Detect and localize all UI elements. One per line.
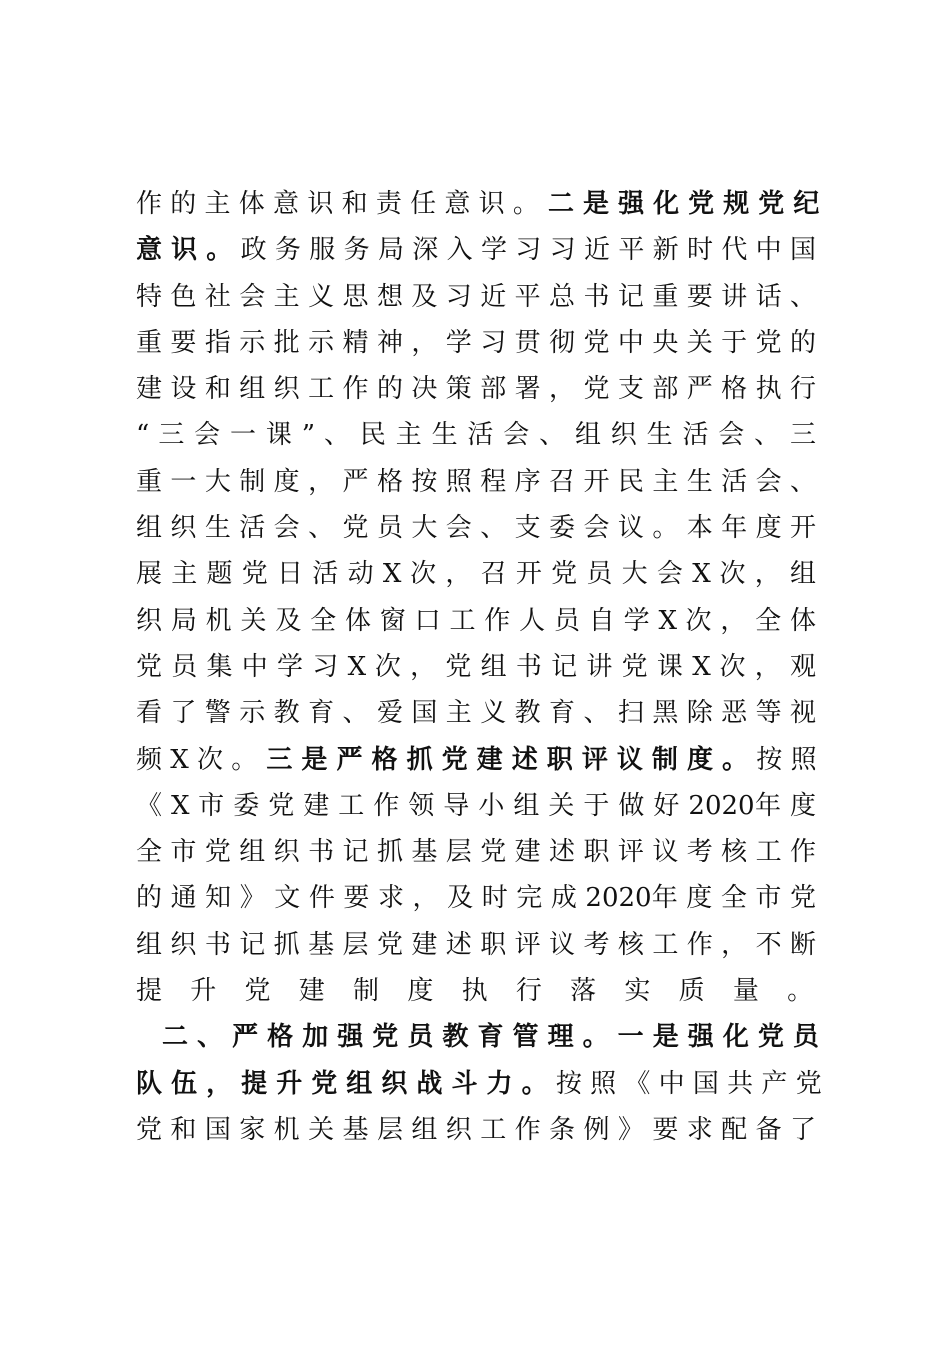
text-line: [136, 274, 816, 320]
text-line: [136, 181, 820, 227]
text-line: [136, 875, 816, 921]
text-run: 看 了 警 示 教 育 、 爱 国 主 义 教 育 、 扫 黑 除 恶 等 视: [136, 698, 816, 729]
text-line: [136, 783, 816, 829]
text-line: [136, 737, 816, 783]
bold-heading-run: 队 伍 ， 提 升 党 组 织 战 斗 力 。: [136, 1068, 548, 1099]
text-line: [136, 1061, 822, 1107]
text-line: [136, 690, 816, 736]
text-run: 按 照 《 中 国 共 产 党: [547, 1068, 822, 1099]
text-line: [136, 227, 816, 273]
text-run: 的 通 知 》 文 件 要 求 ， 及 时 完 成 2020年 度 全 市 党: [136, 883, 816, 914]
text-line: [136, 320, 816, 366]
text-run: 政 务 服 务 局 深 入 学 习 习 近 平 新 时 代 中 国: [232, 235, 817, 266]
text-run: 提 升 党 建 制 度 执 行 落 实 质 量 。: [136, 976, 824, 1007]
section-heading-line: [136, 1014, 819, 1060]
text-run: 组 织 书 记 抓 基 层 党 建 述 职 评 议 考 核 工 作 ， 不 断: [136, 929, 816, 960]
body-text: [136, 181, 824, 1153]
text-line: [136, 644, 816, 690]
bold-heading-run: 二 是 强 化 党 规 党 纪: [538, 189, 820, 219]
text-run: 按 照: [748, 744, 817, 775]
bold-heading-run: 意 识 。: [136, 235, 233, 266]
text-line: [136, 366, 816, 412]
text-run: 党 和 国 家 机 关 基 层 组 织 工 作 条 例 》 要 求 配 备 了: [136, 1114, 816, 1145]
bold-heading-run: 三 是 严 格 抓 党 建 述 职 评 议 制 度 。: [257, 744, 749, 775]
text-line: [136, 922, 816, 968]
text-line: [136, 1107, 816, 1153]
text-run: “ 三 会 一 课 ” 、 民 主 生 活 会 、 组 织 生 活 会 、 三: [136, 420, 816, 451]
text-run: 展 主 题 党 日 活 动 X 次 ， 召 开 党 员 大 会 X 次 ， 组: [136, 559, 816, 590]
text-line: [136, 412, 816, 458]
text-run: 织 局 机 关 及 全 体 窗 口 工 作 人 员 自 学 X 次 ， 全 体: [136, 605, 816, 636]
text-run: 特 色 社 会 主 义 思 想 及 习 近 平 总 书 记 重 要 讲 话 、: [136, 281, 816, 312]
text-run: 建 设 和 组 织 工 作 的 决 策 部 署 ， 党 支 部 严 格 执 行: [136, 374, 816, 405]
text-line: [136, 459, 816, 505]
text-run: 《 X 市 委 党 建 工 作 领 导 小 组 关 于 做 好 2020年 度: [136, 790, 816, 821]
text-run: 组 织 生 活 会 、 党 员 大 会 、 支 委 会 议 。 本 年 度 开: [136, 513, 816, 544]
text-line: [136, 829, 816, 875]
text-run: 全 市 党 组 织 书 记 抓 基 层 党 建 述 职 评 议 考 核 工 作: [136, 837, 816, 868]
text-line: [136, 968, 824, 1014]
bold-heading-run: 二 、 严 格 加 强 党 员 教 育 管 理 。 一 是 强 化 党 员: [136, 1022, 819, 1053]
text-line: [136, 598, 816, 644]
text-line: [136, 551, 816, 597]
text-run: 作 的 主 体 意 识 和 责 任 意 识 。: [136, 189, 539, 219]
text-line: [136, 505, 816, 551]
text-run: 党 员 集 中 学 习 X 次 ， 党 组 书 记 讲 党 课 X 次 ， 观: [136, 651, 816, 682]
text-run: 重 一 大 制 度 ， 严 格 按 照 程 序 召 开 民 主 生 活 会 、: [136, 466, 816, 497]
text-run: 频 X 次 。: [136, 744, 258, 775]
text-run: 重 要 指 示 批 示 精 神 ， 学 习 贯 彻 党 中 央 关 于 党 的: [136, 327, 816, 358]
